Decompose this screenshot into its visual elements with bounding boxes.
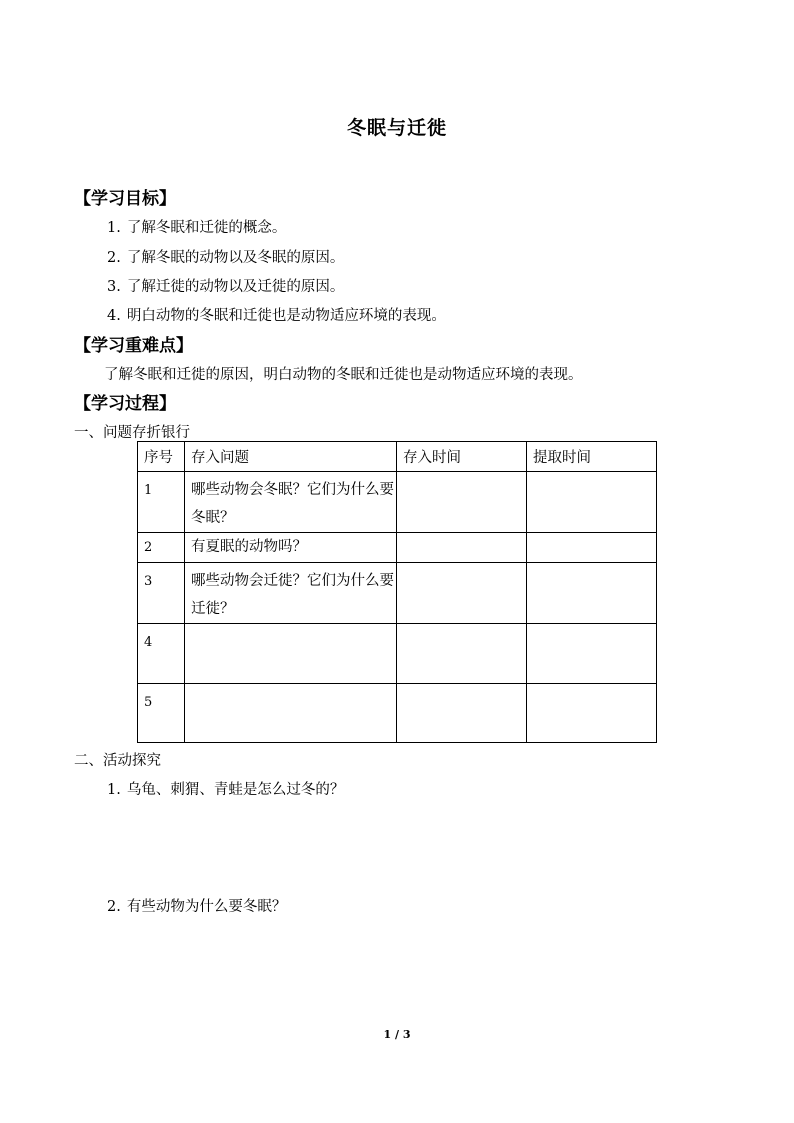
goal-text: 了解冬眠和迁徙的概念。 bbox=[126, 220, 287, 236]
row-seq: 1 bbox=[138, 472, 185, 533]
goal-number: 4. bbox=[107, 308, 121, 324]
goal-item bbox=[107, 246, 344, 267]
row-withdraw-time[interactable] bbox=[527, 472, 657, 533]
row-deposit-time[interactable] bbox=[397, 472, 527, 533]
goal-number: 2. bbox=[107, 250, 121, 266]
table-row bbox=[138, 624, 657, 684]
question-number: 1. bbox=[107, 782, 121, 798]
page-number: 1 / 3 bbox=[383, 1028, 411, 1041]
question-text: 乌龟、刺猬、青蛙是怎么过冬的？ bbox=[126, 782, 345, 798]
row-question[interactable] bbox=[185, 684, 397, 743]
table-row bbox=[138, 563, 657, 624]
header-deposit-time: 存入时间 bbox=[397, 442, 527, 472]
row-seq: 4 bbox=[138, 624, 185, 684]
page-title: 冬眠与迁徙 bbox=[346, 117, 447, 139]
row-question[interactable] bbox=[185, 624, 397, 684]
goal-text: 了解迁徙的动物以及迁徙的原因。 bbox=[126, 279, 345, 295]
goal-text: 明白动物的冬眠和迁徙也是动物适应环境的表现。 bbox=[126, 308, 446, 324]
row-seq: 3 bbox=[138, 563, 185, 624]
table-header-row bbox=[138, 442, 657, 472]
goal-item bbox=[107, 304, 446, 325]
section-question-bank: 一、问题存折银行 bbox=[74, 425, 190, 441]
row-seq: 5 bbox=[138, 684, 185, 743]
table-row bbox=[138, 533, 657, 563]
section-activity: 二、活动探究 bbox=[74, 753, 161, 769]
activity-question bbox=[107, 778, 344, 799]
goals-heading: 【学习目标】 bbox=[74, 189, 176, 209]
row-withdraw-time[interactable] bbox=[527, 684, 657, 743]
activity-question bbox=[107, 895, 286, 916]
row-deposit-time[interactable] bbox=[397, 563, 527, 624]
row-withdraw-time[interactable] bbox=[527, 624, 657, 684]
row-seq: 2 bbox=[138, 533, 185, 563]
table-row bbox=[138, 684, 657, 743]
row-deposit-time[interactable] bbox=[397, 624, 527, 684]
goal-item bbox=[107, 216, 286, 237]
question-bank-table bbox=[137, 441, 657, 743]
header-question: 存入问题 bbox=[185, 442, 397, 472]
header-seq: 序号 bbox=[138, 442, 185, 472]
key-points-text: 了解冬眠和迁徙的原因，明白动物的冬眠和迁徙也是动物适应环境的表现。 bbox=[104, 367, 583, 383]
header-withdraw-time: 提取时间 bbox=[527, 442, 657, 472]
row-question: 哪些动物会冬眠？它们为什么要冬眠？ bbox=[185, 472, 397, 533]
key-points-heading: 【学习重难点】 bbox=[74, 336, 193, 356]
goal-item bbox=[107, 275, 344, 296]
goal-text: 了解冬眠的动物以及冬眠的原因。 bbox=[126, 250, 345, 266]
row-withdraw-time[interactable] bbox=[527, 563, 657, 624]
row-deposit-time[interactable] bbox=[397, 684, 527, 743]
question-text: 有些动物为什么要冬眠？ bbox=[126, 899, 287, 915]
goal-number: 3. bbox=[107, 279, 121, 295]
row-question: 有夏眠的动物吗？ bbox=[185, 533, 397, 563]
row-question: 哪些动物会迁徙？它们为什么要迁徙？ bbox=[185, 563, 397, 624]
process-heading: 【学习过程】 bbox=[74, 394, 176, 414]
row-deposit-time[interactable] bbox=[397, 533, 527, 563]
question-number: 2. bbox=[107, 899, 121, 915]
table-row bbox=[138, 472, 657, 533]
goal-number: 1. bbox=[107, 220, 121, 236]
row-withdraw-time[interactable] bbox=[527, 533, 657, 563]
